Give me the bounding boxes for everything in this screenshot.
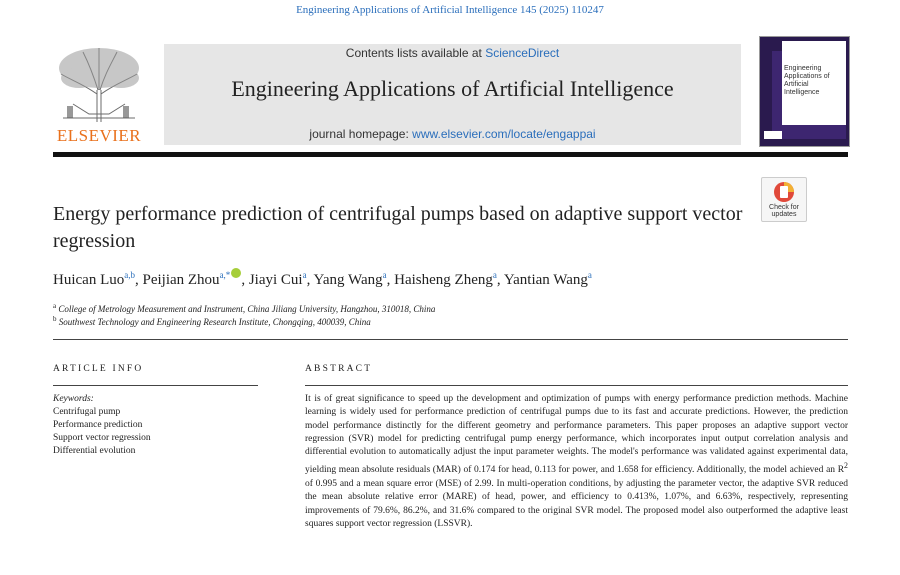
check-updates-icon [762,178,806,204]
author-name[interactable]: Peijian Zhou [142,272,220,288]
cover-badge [764,131,782,139]
header-rule [53,152,848,157]
contents-prefix: Contents lists available at [345,46,486,60]
author-affil-mark[interactable]: a,* [219,270,231,280]
contents-line [164,46,741,60]
author-affil-mark[interactable]: a [302,270,307,280]
abstract-text [305,393,848,531]
journal-banner [164,44,741,145]
cover-title: Engineering Applications of Artificial Intelligence [784,65,830,96]
author-affil-mark[interactable]: a,b [124,270,135,280]
author-name[interactable]: Haisheng Zheng [394,272,493,288]
author-affil-mark[interactable]: a [587,270,592,280]
author-list: Huican Luo$^{a,b}$, Peijian Zhou$^{a,*}$ , Jiayi Cui$^a$, Yang Wang$^a$, Haisheng Zheng$^a$, Yantian Wang$^a$ [53,270,592,288]
r-squared-superscript: 2 [844,461,848,471]
keywords-label: Keywords: [53,394,94,404]
keyword-item: Performance prediction [53,420,143,430]
affiliation-b [53,315,848,327]
journal-title[interactable]: Engineering Applications of Artificial Intelligence [231,76,674,101]
article-info-rule [53,385,258,386]
affiliation-text: College of Metrology Measurement and Instrument, China Jiliang University, Hangzhou, 310018, China [58,304,436,314]
abstract-rule [305,385,848,386]
affiliation-mark: a [53,302,57,310]
check-updates-label: Check for updates [769,204,799,218]
author-name[interactable]: Huican Luo [53,272,125,288]
article-info-heading: ARTICLE INFO [53,364,144,374]
paper-title: Energy performance prediction of centrifugal pumps based on adaptive support vector regression [53,203,743,252]
keyword-item: Support vector regression [53,433,151,443]
keyword-item: Differential evolution [53,446,136,456]
author-name[interactable]: Jiayi Cui [248,272,303,288]
abstract-heading: ABSTRACT [305,364,373,374]
homepage-line [164,127,741,141]
abstract-part-2: of 0.995 and a mean square error (MSE) of 2.99. In multi-operation conditions, by adjusting the parameter vector, the adaptive SVR reduced the mean absolute relative error (MARE) of head, power, and efficiency to 0.413%, 1.07%, and 6.63%, respectively, representing improvements of 79.6%, 86.2%, and 31.6% compared to the original SVR model. The proposed model also outperformed the adaptive least squares support vector regression (LSSVR). [305,478,848,529]
author-name[interactable]: Yantian Wang [503,272,588,288]
journal-cover-thumbnail[interactable] [759,36,850,147]
author-name[interactable]: Yang Wang [313,272,383,288]
orcid-icon[interactable] [231,268,241,278]
author-affil-mark[interactable]: a [492,270,497,280]
affiliation-text: Southwest Technology and Engineering Research Institute, Chongqing, 400039, China [58,317,371,327]
affiliation-mark: b [53,315,57,323]
abstract-part-1: It is of great significance to speed up the development and optimization of pumps with energy performance prediction methods. Machine learning is widely used for performance prediction of centrifugal pumps due to its fast and accurate predictions. However, the prediction model performance distinctly for the different geometry and performance parameters. This paper proposes an adaptive support vector regression (SVR) model for predicting centrifugal pump energy performance, which incorporates input output correlation analysis and differential evolution to automatically adjust the input parameter weights. The model's performance was validated against experimental data, yielding mean absolute residuals (MAR) of 0.174 for head, 0.113 for power, and 1.658 for efficiency. Additionally, the model achieved an R [305,394,848,476]
affiliation-rule [53,339,848,340]
homepage-prefix: journal homepage: [309,127,413,141]
check-for-updates-button[interactable] [761,177,807,222]
keywords-block [53,393,253,458]
affiliation-a [53,302,848,314]
author-affil-mark[interactable]: a [382,270,387,280]
sciencedirect-link[interactable]: ScienceDirect [485,46,560,60]
journal-citation[interactable]: Engineering Applications of Artificial Intelligence 145 (2025) 110247 [296,4,604,16]
elsevier-wordmark[interactable]: ELSEVIER [56,126,142,145]
homepage-link[interactable]: www.elsevier.com/locate/engappai [412,127,596,141]
keyword-item: Centrifugal pump [53,407,121,417]
